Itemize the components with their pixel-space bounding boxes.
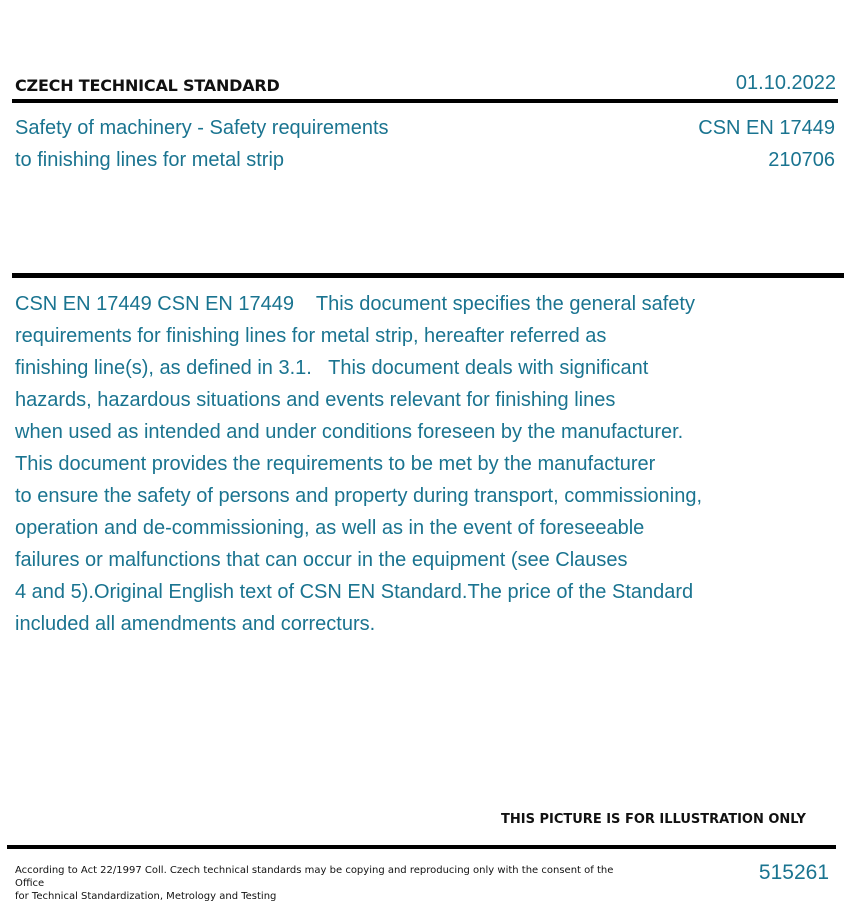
abstract-line: hazards, hazardous situations and events relevant for finishing lines bbox=[15, 389, 616, 411]
abstract-line: This document provides the requirements to be met by the manufacturer bbox=[15, 453, 656, 475]
document-type-heading: CZECH TECHNICAL STANDARD bbox=[15, 76, 280, 95]
standard-title-line-2: to finishing lines for metal strip bbox=[15, 149, 285, 171]
legal-notice bbox=[15, 864, 615, 903]
publication-date: 01.10.2022 bbox=[735, 72, 836, 94]
document-id: 515261 bbox=[758, 861, 829, 884]
footer-divider bbox=[7, 845, 836, 849]
abstract-line: to ensure the safety of persons and property during transport, commissioning, bbox=[15, 485, 703, 507]
abstract-line: failures or malfunctions that can occur in the equipment (see Clauses bbox=[15, 549, 628, 571]
illustration-notice: THIS PICTURE IS FOR ILLUSTRATION ONLY bbox=[501, 812, 806, 827]
abstract-line: requirements for finishing lines for metal strip, hereafter referred as bbox=[15, 325, 607, 347]
abstract-line: finishing line(s), as defined in 3.1. This document deals with significant bbox=[15, 357, 649, 379]
abstract-line: 4 and 5).Original English text of CSN EN Standard.The price of the Standard bbox=[15, 581, 694, 603]
standard-title-line-1: Safety of machinery - Safety requirements bbox=[15, 117, 389, 139]
abstract-text bbox=[15, 288, 805, 640]
classification-number: 210706 bbox=[768, 149, 835, 171]
abstract-line: CSN EN 17449 CSN EN 17449 This document specifies the general safety bbox=[15, 293, 695, 315]
header-divider bbox=[12, 99, 838, 103]
legal-notice-line: for Technical Standardization, Metrology and Testing bbox=[15, 891, 277, 902]
section-divider bbox=[12, 273, 844, 278]
standard-code: CSN EN 17449 bbox=[698, 117, 835, 139]
abstract-line: operation and de-commissioning, as well as in the event of foreseeable bbox=[15, 517, 645, 539]
abstract-line: included all amendments and correcturs. bbox=[15, 613, 376, 635]
legal-notice-line: According to Act 22/1997 Coll. Czech technical standards may be copying and reproducing only with the consent of the Office bbox=[15, 865, 614, 889]
abstract-line: when used as intended and under conditions foreseen by the manufacturer. bbox=[15, 421, 684, 443]
